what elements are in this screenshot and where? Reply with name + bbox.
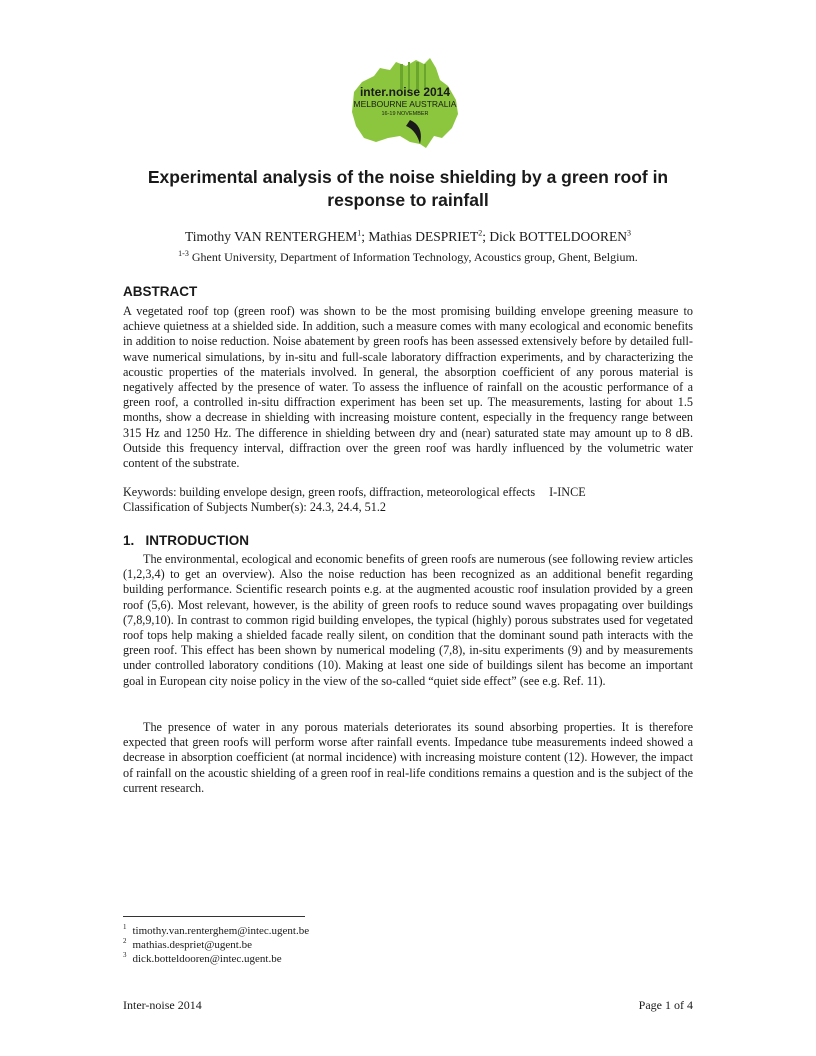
conference-logo: [340, 56, 470, 156]
introduction-paragraph-1: The environmental, ecological and economic benefits of green roofs are numerous (see following review articles (1,2,3,4) to get an overview). Also the noise reduction has been recognized as an additional benefit regarding building performance. Scientific research points e.g. at the augmented acoustic roof insulation provided by a green roof (5,6). Most relevant, however, is the ability of green roofs to reduce sound waves propagating over buildings (7,8,9,10). In contrast to common rigid building envelopes, the typical (highly) porous substrates used for vegetated roof tops help making a shielded facade really silent, on condition that the dominant sound path interacts with the green roof. This effect has been shown by numerical modeling (7,8), in-situ experiments (9) and by measurements under controlled laboratory conditions (10). Making at least one side of buildings silent has become an important goal in European city noise policy in the view of the so-called “quiet side effect” (see e.g. Ref. 11).: [123, 552, 693, 688]
introduction-heading: 1. INTRODUCTION: [123, 533, 250, 548]
introduction-paragraph-2: The presence of water in any porous materials deteriorates its sound absorbing properties. It is therefore expected that green roofs will perform worse after rainfall events. Impedance tube measurements indeed showed a decrease in absorption coefficient (at normal incidence) with increasing moisture content (12). However, the impact of rainfall on the acoustic shielding of a green roof in real-life conditions remains a question and is the subject of the current research.: [123, 720, 693, 795]
footer-page-number: Page 1 of 4: [638, 998, 693, 1012]
footnote: $^1$ timothy.van.renterghem@intec.ugent.be: [123, 923, 310, 937]
author-mark: 1: [357, 228, 362, 238]
affiliation-text: Ghent University, Department of Information Technology, Acoustics group, Ghent, Belgium.: [191, 250, 638, 264]
ince-label: I-INCE: [549, 485, 586, 499]
footnote-rule: [123, 916, 305, 917]
logo-location: MELBOURNE AUSTRALIA: [353, 99, 457, 109]
footer-conference: Inter-noise 2014: [123, 998, 202, 1012]
paper-title: Experimental analysis of the noise shielding by a green roof in response to rainfall: [147, 167, 669, 210]
footnote-email: timothy.van.renterghem@intec.ugent.be: [132, 925, 310, 937]
footnote: $^2$ mathias.despriet@ugent.be: [123, 937, 252, 951]
classification-line: Classification of Subjects Number(s): 24.3, 24.4, 51.2: [123, 500, 387, 514]
keywords-text: Keywords: building envelope design, green roofs, diffraction, meteorological effects: [123, 485, 536, 499]
author-mark: 2: [478, 228, 483, 238]
footnote-email: dick.botteldooren@intec.ugent.be: [132, 953, 282, 965]
affiliation: [120, 250, 696, 265]
abstract-heading: ABSTRACT: [123, 284, 198, 299]
logo-title: inter.noise 2014: [359, 85, 451, 99]
logo-dates: 16-19 NOVEMBER: [381, 111, 429, 117]
author-name: Mathias DESPRIET: [368, 229, 479, 244]
author-name: Dick BOTTELDOOREN: [489, 229, 628, 244]
keywords-line: [123, 485, 693, 500]
footnote: $^3$ dick.botteldooren@intec.ugent.be: [123, 951, 282, 965]
author-mark: 3: [627, 228, 632, 238]
author-name: Timothy VAN RENTERGHEM: [184, 229, 358, 244]
affiliation-mark: 1-3: [178, 249, 189, 258]
footnote-email: mathias.despriet@ugent.be: [132, 939, 252, 951]
abstract-text: A vegetated roof top (green roof) was shown to be the most promising building envelope greening measure to achieve quietness at a shielded side. In addition, such a measure comes with many ecological and economic benefits in addition to noise reduction. Noise abatement by green roofs has been assessed extensively before by detailed full-wave numerical simulations, by in-situ and full-scale laboratory diffraction experiments, and by characterizing the acoustic properties of the materials involved. In general, the absorption coefficient of any porous material is negatively affected by the presence of water. To assess the influence of rainfall on the acoustic performance of a green roof, a controlled in-situ diffraction experiment has been set up. The measurements, lasting for about 1.5 months, show a decrease in shielding with increasing moisture content, especially in the frequency range between 315 Hz and 1250 Hz. The difference in shielding between dry and (near) saturated state may amount up to 8 dB. Outside this frequency interval, diffraction over the green roof was hardly influenced by the volumetric water content of the substrate.: [123, 304, 693, 471]
author-list: Timothy VAN RENTERGHEM$^1$; Mathias DESPRIET$^2$; Dick BOTTELDOOREN$^3$: [184, 228, 632, 244]
